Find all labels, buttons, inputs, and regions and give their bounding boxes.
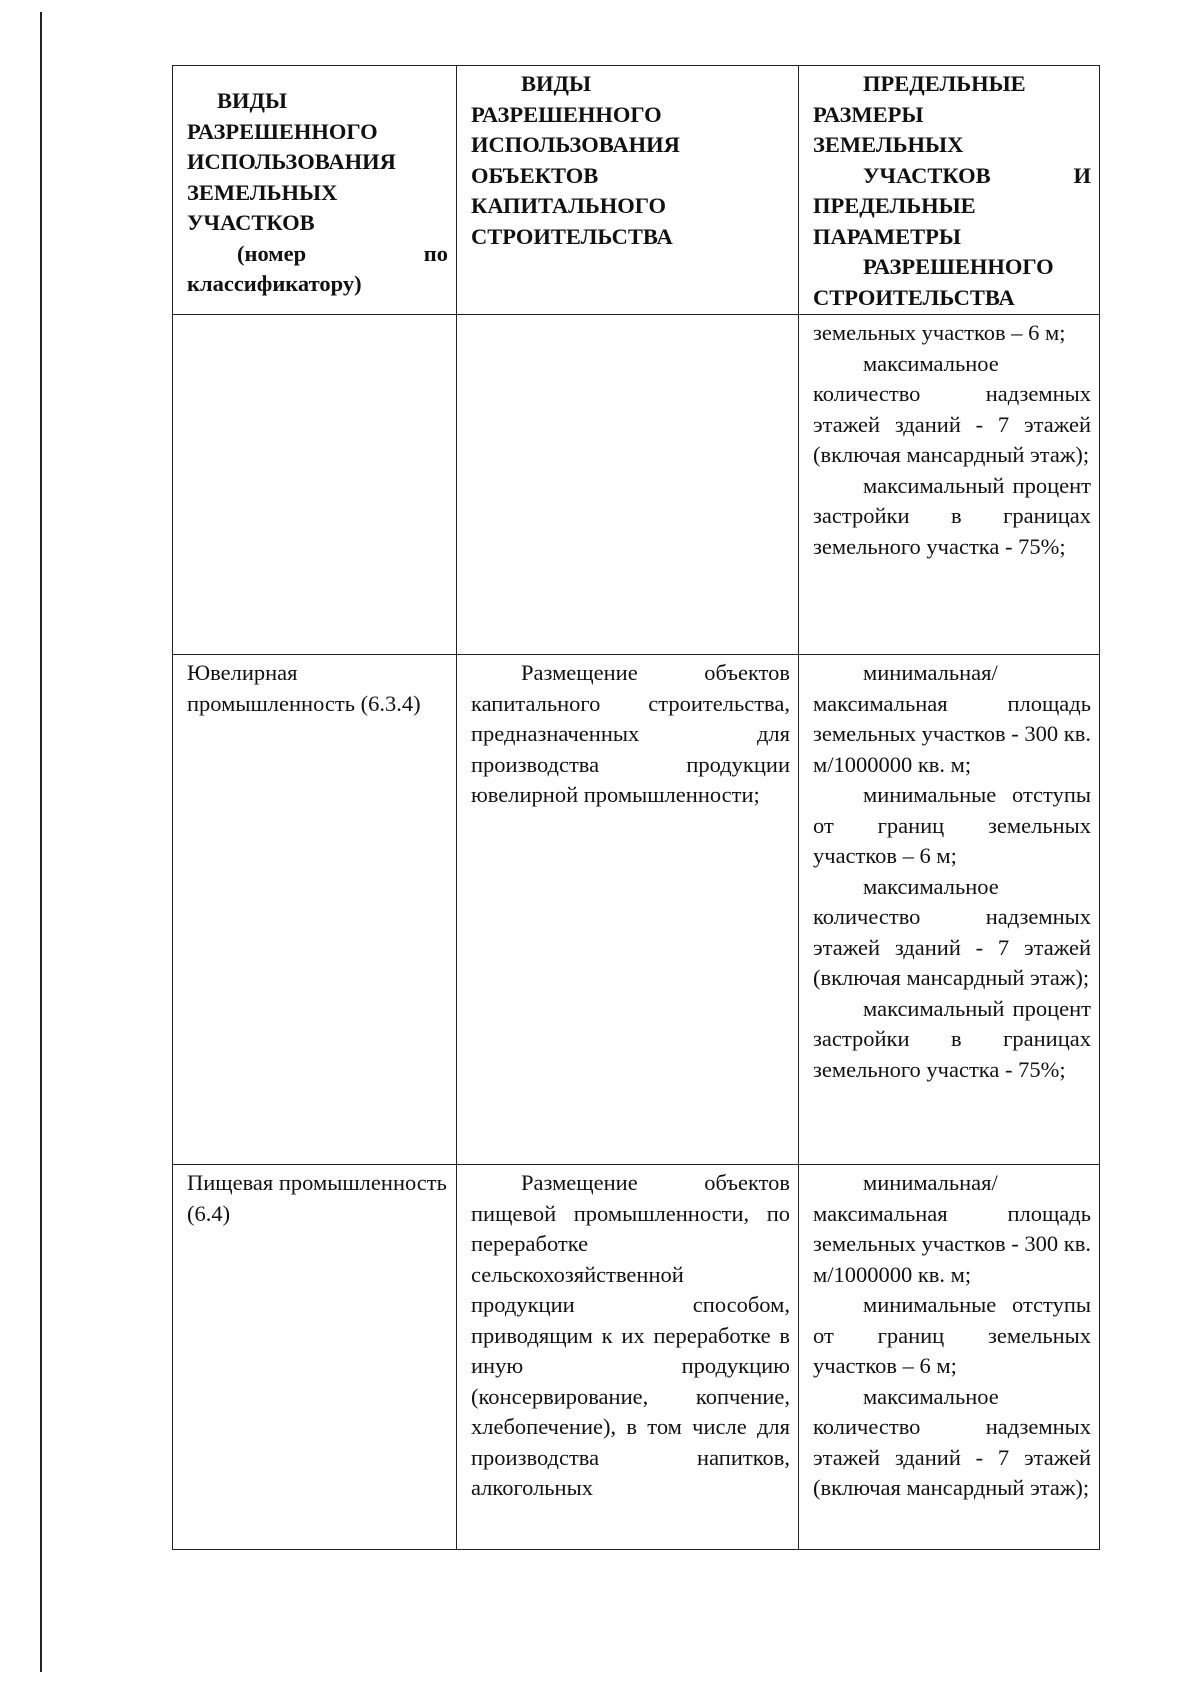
param-line: минимальная/максимальная площадь земельных участков - 300 кв. м/1000000 кв. м; [813, 660, 1091, 777]
param-line: минимальные отступы от границ земельных участков – 6 м; [813, 782, 1091, 868]
header-text: классификатору) [187, 271, 362, 296]
param-line: максимальный процент застройки в границах земельного участка - 75%; [813, 472, 1091, 559]
table-row [173, 655, 1100, 1165]
capital-objects-cell [457, 315, 799, 655]
header-text: по [423, 240, 448, 266]
land-use-table [172, 65, 1100, 1550]
header-text: ЗЕМЕЛЬНЫХ [813, 132, 964, 157]
header-text: ВИДЫ [217, 88, 288, 113]
land-use-text: Пищевая промышленность (6.4) [187, 1170, 447, 1226]
left-margin-line [40, 12, 42, 1672]
param-line: максимальное количество надземных этажей зданий - 7 этажей (включая мансардный этаж); [813, 1383, 1091, 1500]
table-row [173, 315, 1100, 655]
header-capital-objects [457, 66, 799, 315]
header-text: ПРЕДЕЛЬНЫЕ [813, 193, 976, 218]
header-limit-params [799, 66, 1100, 315]
header-text: РАЗРЕШЕННОГО [187, 118, 378, 144]
header-text: ИСПОЛЬЗОВАНИЯ [471, 132, 680, 157]
param-line: минимальная/максимальная площадь земельных участков - 300 кв. м/1000000 кв. м; [813, 1170, 1091, 1287]
header-text: ИСПОЛЬЗОВАНИЯ [187, 149, 396, 174]
land-use-cell [173, 655, 457, 1165]
header-text: УЧАСТКОВ И [863, 162, 1091, 188]
header-text: ВИДЫ [521, 71, 592, 96]
land-use-cell [173, 315, 457, 655]
header-text: РАЗРЕШЕННОГО [863, 254, 1054, 279]
header-land-use [173, 66, 457, 315]
header-text: КАПИТАЛЬНОГО [471, 193, 667, 218]
capital-objects-cell [457, 1165, 799, 1550]
land-use-text: Ювелирная промышленность (6.3.4) [187, 660, 421, 716]
header-text: ПАРАМЕТРЫ [813, 223, 961, 249]
header-text: УЧАСТКОВ [187, 210, 315, 235]
header-text: ПРЕДЕЛЬНЫЕ [863, 71, 1026, 96]
table-row [173, 1165, 1100, 1550]
header-text: СТРОИТЕЛЬСТВА [471, 223, 673, 249]
params-cell [799, 655, 1100, 1165]
land-use-cell [173, 1165, 457, 1550]
header-text: (номер [237, 240, 307, 266]
params-cell [799, 315, 1100, 655]
param-line: минимальные отступы от границ земельных участков – 6 м; [813, 1292, 1091, 1378]
header-text: ЗЕМЕЛЬНЫХ [187, 179, 338, 205]
param-line: максимальное количество надземных этажей зданий - 7 этажей (включая мансардный этаж); [813, 873, 1091, 990]
param-line: максимальное количество надземных этажей зданий - 7 этажей (включая мансардный этаж); [813, 350, 1091, 467]
param-line: максимальный процент застройки в границах земельного участка - 75%; [813, 995, 1091, 1082]
header-text: ОБЪЕКТОВ [471, 162, 599, 188]
capital-objects-text: Размещение объектов пищевой промышленности, по переработке сельскохозяйственной продукции способом, приводящим к их переработке в иную продукцию (консервирование, копчение, хлебопечение), в том числе для производства напитков, алкогольных [471, 1170, 790, 1500]
capital-objects-text: Размещение объектов капитального строительства, предназначенных для производства продукции ювелирной промышленности; [471, 660, 790, 807]
param-line: земельных участков – 6 м; [813, 320, 1066, 345]
header-text: СТРОИТЕЛЬСТВА [813, 284, 1015, 310]
header-text: РАЗМЕРЫ [813, 101, 924, 127]
header-text: РАЗРЕШЕННОГО [471, 101, 662, 127]
params-cell [799, 1165, 1100, 1550]
table-header-row [173, 66, 1100, 315]
capital-objects-cell [457, 655, 799, 1165]
